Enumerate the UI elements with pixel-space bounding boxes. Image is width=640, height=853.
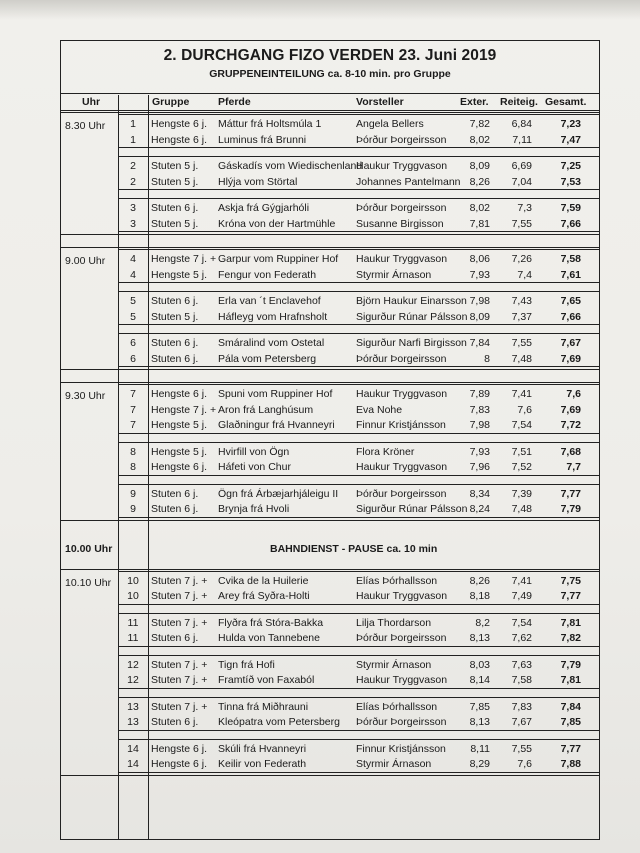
group-category: Stuten 6 j.	[151, 632, 199, 644]
group-number: 7	[130, 388, 136, 400]
score-riding: 7,48	[511, 503, 532, 515]
score-riding: 7,54	[511, 616, 532, 629]
group-number: 3	[130, 202, 136, 214]
horse-name: Hvirfill von Ögn	[218, 445, 290, 458]
score-riding: 7,49	[511, 590, 532, 602]
group-number: 7	[130, 419, 136, 431]
group-number: 6	[130, 352, 136, 365]
score-total: 7,81	[560, 616, 581, 629]
score-riding: 7,43	[511, 295, 532, 307]
score-riding: 7,26	[511, 253, 532, 265]
col-header-exterior: Exter.	[460, 96, 489, 108]
col-header-group: Gruppe	[152, 96, 190, 108]
score-riding: 7,37	[511, 310, 532, 323]
horse-name: Pála vom Petersberg	[218, 352, 317, 365]
rider-name: Styrmir Árnason	[356, 268, 432, 281]
score-total: 7,77	[560, 590, 581, 602]
horse-name: Háfleyg vom Hrafnsholt	[218, 310, 328, 323]
score-total: 7,58	[560, 253, 581, 265]
group-category: Stuten 5 j.	[151, 217, 199, 230]
score-riding: 7,83	[511, 700, 532, 713]
score-exterior: 7,85	[469, 700, 490, 713]
score-total: 7,77	[560, 742, 581, 755]
group-category: Hengste 7 j. +	[151, 253, 217, 265]
horse-name: Kleópatra vom Petersberg	[218, 716, 340, 728]
col-header-rider: Vorsteller	[356, 96, 404, 108]
score-exterior: 7,81	[469, 217, 490, 230]
group-category: Stuten 7 j. +	[151, 616, 208, 629]
score-riding: 7,04	[511, 175, 532, 188]
header-top-rule	[60, 93, 600, 94]
score-riding: 7,54	[511, 419, 532, 431]
rider-name: Styrmir Árnason	[356, 758, 432, 770]
score-exterior: 8,2	[475, 616, 490, 629]
horse-name: Brynja frá Hvoli	[218, 503, 290, 515]
rider-name: Lilja Thordarson	[356, 616, 432, 629]
score-total: 7,69	[560, 403, 581, 416]
group-category: Hengste 6 j.	[151, 118, 208, 130]
score-riding: 7,51	[511, 445, 532, 458]
score-riding: 7,55	[511, 337, 532, 349]
group-number: 11	[127, 616, 139, 629]
score-exterior: 8,24	[469, 503, 490, 515]
group-category: Stuten 5 j.	[151, 175, 199, 188]
rider-name: Elías Þórhallsson	[356, 700, 438, 713]
horse-name: Arey frá Syðra-Holti	[218, 590, 310, 602]
group-number: 12	[127, 674, 139, 686]
score-total: 7,69	[560, 352, 581, 365]
score-riding: 7,58	[511, 674, 532, 686]
col-header-total: Gesamt.	[545, 96, 587, 108]
score-total: 7,67	[560, 337, 581, 349]
score-exterior: 8,29	[469, 758, 490, 770]
group-number: 10	[127, 574, 139, 587]
score-exterior: 8,02	[469, 133, 490, 146]
score-exterior: 8,26	[469, 574, 490, 587]
group-category: Hengste 5 j.	[151, 268, 208, 281]
score-exterior: 8,03	[469, 658, 490, 671]
group-number: 1	[130, 133, 136, 146]
group-number: 2	[130, 160, 136, 172]
horse-name: Króna von der Hartmühle	[218, 217, 336, 230]
group-number: 6	[130, 337, 136, 349]
group-number: 5	[130, 295, 136, 307]
horse-name: Garpur vom Ruppiner Hof	[218, 253, 339, 265]
score-total: 7,79	[560, 658, 581, 671]
score-riding: 7,67	[511, 716, 532, 728]
group-number: 9	[130, 487, 136, 500]
score-riding: 7,3	[517, 202, 532, 214]
horse-name: Gáskadís vom Wiedischenland	[218, 160, 363, 172]
score-total: 7,25	[560, 160, 581, 172]
group-number: 1	[130, 118, 136, 130]
rider-name: Finnur Kristjánsson	[356, 419, 446, 431]
horse-name: Háfeti von Chur	[218, 461, 291, 473]
score-exterior: 7,89	[469, 388, 490, 400]
score-riding: 7,62	[511, 632, 532, 644]
score-total: 7,47	[560, 133, 581, 146]
header-bottom-rule	[60, 110, 600, 111]
group-category: Stuten 7 j. +	[151, 700, 208, 713]
group-category: Hengste 5 j.	[151, 419, 208, 431]
rider-name: Þórður Þorgeirsson	[356, 632, 447, 644]
rider-name: Þórður Þorgeirsson	[356, 487, 447, 500]
score-exterior: 8,09	[469, 160, 490, 172]
rider-name: Elías Þórhallsson	[356, 574, 438, 587]
horse-name: Flyðra frá Stóra-Bakka	[218, 616, 324, 629]
horse-name: Tinna frá Miðhrauni	[218, 700, 309, 713]
col-header-horse: Pferde	[218, 96, 251, 108]
group-category: Stuten 6 j.	[151, 202, 199, 214]
rider-name: Flora Kröner	[356, 445, 415, 458]
score-exterior: 7,98	[469, 295, 490, 307]
horse-name: Máttur frá Holtsmúla 1	[218, 118, 322, 130]
block-time: 10.10 Uhr	[65, 576, 112, 589]
group-category: Stuten 7 j. +	[151, 658, 208, 671]
score-riding: 7,55	[511, 217, 532, 230]
score-total: 7,82	[560, 632, 581, 644]
horse-name: Keilir von Federath	[218, 758, 307, 770]
score-total: 7,61	[560, 268, 581, 281]
rider-name: Þórður Þorgeirsson	[356, 202, 447, 214]
rider-name: Þórður Þorgeirsson	[356, 716, 447, 728]
block-time: 8.30 Uhr	[65, 120, 106, 132]
group-number: 5	[130, 310, 136, 323]
score-riding: 7,6	[517, 403, 532, 416]
score-total: 7,68	[560, 445, 581, 458]
score-total: 7,79	[560, 503, 581, 515]
rider-name: Susanne Birgisson	[356, 217, 444, 230]
rider-name: Haukur Tryggvason	[356, 160, 448, 172]
score-riding: 7,63	[511, 658, 532, 671]
time-block	[60, 569, 600, 776]
rider-name: Finnur Kristjánsson	[356, 742, 446, 755]
score-total: 7,66	[560, 217, 581, 230]
score-total: 7,23	[560, 118, 581, 130]
horse-name: Cvika de la Huilerie	[218, 574, 309, 587]
rider-name: Sigurður Rúnar Pálsson	[356, 310, 468, 323]
horse-name: Hulda von Tannebene	[218, 632, 320, 644]
group-number: 14	[127, 758, 139, 770]
score-riding: 6,69	[511, 160, 532, 172]
rider-name: Þórður Þorgeirsson	[356, 133, 447, 146]
group-category: Stuten 7 j. +	[151, 574, 208, 587]
score-exterior: 8,09	[469, 310, 490, 323]
group-category: Hengste 6 j.	[151, 461, 208, 473]
score-total: 7,53	[560, 175, 581, 188]
horse-name: Skúli frá Hvanneyri	[218, 742, 307, 755]
group-number: 11	[127, 632, 139, 644]
horse-name: Glaðningur frá Hvanneyri	[218, 419, 335, 431]
group-category: Stuten 6 j.	[151, 352, 199, 365]
group-category: Hengste 6 j.	[151, 388, 208, 400]
page-shadow	[0, 0, 640, 20]
rider-name: Haukur Tryggvason	[356, 590, 448, 602]
horse-name: Luminus frá Brunni	[218, 133, 307, 146]
group-category: Hengste 7 j. +	[151, 403, 217, 416]
group-number: 4	[130, 268, 136, 281]
score-exterior: 7,83	[469, 403, 490, 416]
score-riding: 7,6	[517, 758, 532, 770]
pause-text: BAHNDIENST - PAUSE ca. 10 min	[270, 542, 438, 555]
group-category: Stuten 6 j.	[151, 487, 199, 500]
group-category: Stuten 6 j.	[151, 337, 199, 349]
group-number: 9	[130, 503, 136, 515]
rider-name: Björn Haukur Einarsson	[356, 295, 467, 307]
rider-name: Angela Bellers	[356, 118, 424, 130]
score-total: 7,59	[560, 202, 581, 214]
score-total: 7,77	[560, 487, 581, 500]
horse-name: Askja frá Gýgjarhóli	[218, 202, 310, 214]
score-total: 7,66	[560, 310, 581, 323]
group-number: 3	[130, 217, 136, 230]
score-exterior: 8	[484, 352, 490, 365]
score-exterior: 8,13	[469, 632, 490, 644]
horse-name: Fengur von Federath	[218, 268, 317, 281]
page-subtitle: GRUPPENEINTEILUNG ca. 8-10 min. pro Gruppe	[209, 68, 451, 80]
group-category: Hengste 6 j.	[151, 742, 208, 755]
score-total: 7,85	[560, 716, 581, 728]
score-exterior: 8,18	[469, 590, 490, 602]
time-block	[60, 247, 600, 370]
score-total: 7,7	[566, 461, 581, 473]
group-category: Stuten 7 j. +	[151, 674, 208, 686]
score-exterior: 7,82	[469, 118, 490, 130]
group-category: Hengste 6 j.	[151, 758, 208, 770]
group-category: Stuten 7 j. +	[151, 590, 208, 602]
horse-name: Erla van ´t Enclavehof	[218, 295, 321, 307]
group-number: 14	[127, 742, 139, 755]
score-total: 7,72	[560, 419, 581, 431]
rider-name: Haukur Tryggvason	[356, 461, 448, 473]
score-exterior: 7,93	[469, 268, 490, 281]
score-exterior: 8,34	[469, 487, 490, 500]
horse-name: Aron frá Langhúsum	[218, 403, 314, 416]
score-exterior: 7,98	[469, 419, 490, 431]
pause-time: 10.00 Uhr	[65, 542, 113, 555]
score-riding: 7,41	[511, 388, 532, 400]
group-number: 7	[130, 403, 136, 416]
time-block	[60, 112, 600, 235]
score-riding: 7,41	[511, 574, 532, 587]
score-total: 7,75	[560, 574, 581, 587]
horse-name: Smáralind vom Ostetal	[218, 337, 325, 349]
group-category: Hengste 6 j.	[151, 133, 208, 146]
score-riding: 7,4	[517, 268, 532, 281]
time-block	[60, 382, 600, 521]
horse-name: Framtíð von Faxaból	[218, 674, 315, 686]
group-category: Stuten 6 j.	[151, 295, 199, 307]
score-exterior: 7,93	[469, 445, 490, 458]
horse-name: Spuni vom Ruppiner Hof	[218, 388, 333, 400]
rider-name: Haukur Tryggvason	[356, 253, 448, 265]
score-riding: 7,55	[511, 742, 532, 755]
col-header-riding: Reiteig.	[500, 96, 538, 108]
score-exterior: 8,14	[469, 674, 490, 686]
group-category: Stuten 5 j.	[151, 160, 199, 172]
group-number: 13	[127, 700, 139, 713]
score-exterior: 7,96	[469, 461, 490, 473]
group-number: 8	[130, 461, 136, 473]
group-number: 10	[127, 590, 139, 602]
score-total: 7,65	[560, 295, 581, 307]
col-header-time: Uhr	[82, 96, 101, 108]
score-exterior: 8,06	[469, 253, 490, 265]
group-category: Stuten 5 j.	[151, 310, 199, 323]
score-exterior: 7,84	[469, 337, 490, 349]
score-exterior: 8,02	[469, 202, 490, 214]
rider-name: Sigurður Rúnar Pálsson	[356, 503, 468, 515]
rider-name: Haukur Tryggvason	[356, 674, 448, 686]
horse-name: Hlýja vom Störtal	[218, 175, 298, 188]
group-number: 12	[127, 658, 139, 671]
rider-name: Styrmir Árnason	[356, 658, 432, 671]
rider-name: Þórður Þorgeirsson	[356, 352, 447, 365]
group-number: 13	[127, 716, 139, 728]
page-title: 2. DURCHGANG FIZO VERDEN 23. Juni 2019	[163, 47, 497, 64]
group-category: Hengste 5 j.	[151, 445, 208, 458]
score-riding: 7,39	[511, 487, 532, 500]
score-total: 7,84	[560, 700, 581, 713]
score-exterior: 8,26	[469, 175, 490, 188]
horse-name: Ögn frá Árbæjarhjáleigu II	[218, 487, 339, 500]
group-category: Stuten 6 j.	[151, 503, 199, 515]
score-exterior: 8,11	[470, 742, 490, 755]
rider-name: Johannes Pantelmann	[356, 175, 461, 188]
block-time: 9.30 Uhr	[65, 390, 106, 402]
block-time: 9.00 Uhr	[65, 255, 106, 267]
score-total: 7,88	[560, 758, 581, 770]
score-exterior: 8,13	[469, 716, 490, 728]
rider-name: Haukur Tryggvason	[356, 388, 448, 400]
score-riding: 7,48	[511, 352, 532, 365]
score-total: 7,6	[566, 388, 581, 400]
group-number: 2	[130, 175, 136, 188]
score-riding: 6,84	[511, 118, 532, 130]
score-total: 7,81	[560, 674, 581, 686]
score-riding: 7,52	[511, 461, 532, 473]
group-category: Stuten 6 j.	[151, 716, 199, 728]
horse-name: Tign frá Hofi	[218, 658, 275, 671]
group-number: 4	[130, 253, 136, 265]
score-riding: 7,11	[512, 133, 532, 146]
group-number: 8	[130, 445, 136, 458]
rider-name: Eva Nohe	[356, 403, 403, 416]
rider-name: Sigurður Narfi Birgisson	[356, 337, 467, 349]
